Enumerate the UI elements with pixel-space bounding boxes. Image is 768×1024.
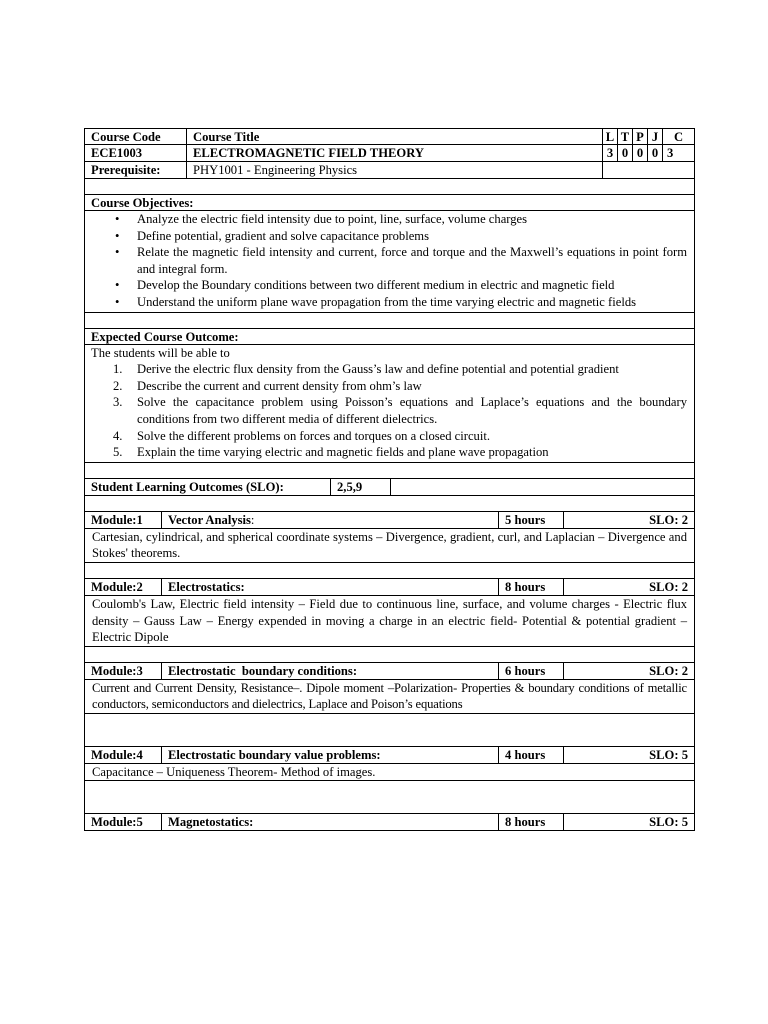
outcome-number: 3. <box>113 395 123 410</box>
credit-label-c: C <box>662 129 694 144</box>
module-slo: SLO: 5 <box>563 814 694 830</box>
course-row <box>84 145 695 162</box>
outcome-item <box>113 378 687 395</box>
module-content: Capacitance – Uniqueness Theorem- Method of images. <box>84 764 695 782</box>
module-number: Module:4 <box>91 747 143 762</box>
module-number: Module:1 <box>91 512 143 527</box>
course-code: ECE1003 <box>91 146 143 160</box>
module-title <box>161 512 498 528</box>
outcome-number: 5. <box>113 445 123 460</box>
outcomes-body <box>84 345 695 463</box>
spacer-row <box>84 313 695 329</box>
slo-blank <box>390 479 694 495</box>
slo-value: 2,5,9 <box>330 479 390 495</box>
module-header-row <box>84 814 695 831</box>
module-content: Cartesian, cylindrical, and spherical coordinate systems – Divergence, gradient, curl, and Laplacian – Divergence and Stokes' theorems. <box>84 529 695 563</box>
spacer-row <box>84 179 695 195</box>
module-hours: 8 hours <box>498 579 563 595</box>
spacer-row <box>84 647 695 663</box>
module-title: Electrostatic boundary conditions: <box>161 663 498 679</box>
prerequisite-value: PHY1001 - Engineering Physics <box>186 162 602 178</box>
outcome-number: 2. <box>113 378 123 393</box>
outcome-item <box>113 428 687 445</box>
objective-item: • Understand the uniform plane wave propagation from the time varying electric and magnetic fields <box>137 294 687 311</box>
credit-label-p: P <box>632 129 647 144</box>
objective-item: • Analyze the electric field intensity due to point, line, surface, volume charges <box>137 211 687 228</box>
module-slo: SLO: 2 <box>563 663 694 679</box>
spacer-row <box>84 563 695 579</box>
module-hours: 4 hours <box>498 747 563 763</box>
module-content: Current and Current Density, Resistance–. Dipole moment –Polarization- Properties & boundary conditions of metallic conductors, semiconductors and dielectrics, Laplace and Poison’s equations <box>84 680 695 714</box>
outcomes-heading: Expected Course Outcome: <box>84 329 695 345</box>
module-header-row <box>84 579 695 596</box>
credit-value-t: 0 <box>617 145 632 161</box>
course-code-label: Course Code <box>91 130 161 144</box>
outcome-number: 1. <box>113 362 123 377</box>
module-title: Electrostatic boundary value problems: <box>161 747 498 763</box>
objectives-heading: Course Objectives: <box>84 195 695 211</box>
credit-value-c: 3 <box>662 145 694 161</box>
module-number: Module:3 <box>91 663 143 678</box>
objective-item: • Define potential, gradient and solve capacitance problems <box>137 228 687 245</box>
spacer-row <box>84 781 695 814</box>
slo-row <box>84 479 695 496</box>
outcome-text: Explain the time varying electric and magnetic fields and plane wave propagation <box>137 445 549 460</box>
outcomes-intro: The students will be able to <box>91 345 230 360</box>
module-slo: SLO: 2 <box>563 512 694 528</box>
outcome-text: Derive the electric flux density from the Gauss’s law and define potential and potential gradient <box>137 362 619 377</box>
outcome-item <box>113 394 687 427</box>
credit-label-l: L <box>602 129 617 144</box>
credit-value-p: 0 <box>632 145 647 161</box>
credit-value-j: 0 <box>647 145 662 161</box>
prerequisite-row <box>84 162 695 179</box>
module-number: Module:5 <box>91 815 143 830</box>
module-title-text: Vector Analysis <box>168 512 251 527</box>
outcome-item <box>113 444 687 461</box>
spacer-row <box>84 463 695 479</box>
course-title: ELECTROMAGNETIC FIELD THEORY <box>186 145 602 161</box>
module-header-row <box>84 747 695 764</box>
objective-item: • Develop the Boundary conditions between two different medium in electric and magnetic field <box>137 277 687 294</box>
module-hours: 6 hours <box>498 663 563 679</box>
credit-value-l: 3 <box>602 145 617 161</box>
spacer-row <box>84 714 695 747</box>
outcome-number: 4. <box>113 428 123 443</box>
module-title-suffix: : <box>250 512 255 527</box>
module-number: Module:2 <box>91 579 143 594</box>
outcome-text: Solve the different problems on forces and torques on a closed circuit. <box>137 428 490 443</box>
prerequisite-blank <box>602 162 694 178</box>
objective-item: • Relate the magnetic field intensity and current, force and torque and the Maxwell’s equations in point form and integral form. <box>137 244 687 277</box>
module-content: Coulomb's Law, Electric field intensity – Field due to continuous line, surface, and volume charges - Electric flux density – Gauss Law – Energy expended in moving a charge in an electric field- Potential & potential gradient – Electric Dipole <box>84 596 695 647</box>
credit-label-j: J <box>647 129 662 144</box>
objectives-body <box>84 211 695 313</box>
module-hours: 8 hours <box>498 814 563 830</box>
module-title: Electrostatics: <box>161 579 498 595</box>
module-slo: SLO: 2 <box>563 579 694 595</box>
course-title-label: Course Title <box>186 129 602 144</box>
course-syllabus-table <box>84 128 695 831</box>
spacer-row <box>84 496 695 512</box>
outcome-text: Describe the current and current density from ohm’s law <box>137 378 422 393</box>
module-title: Magnetostatics: <box>161 814 498 830</box>
module-header-row <box>84 663 695 680</box>
module-slo: SLO: 5 <box>563 747 694 763</box>
slo-label: Student Learning Outcomes (SLO): <box>91 479 284 494</box>
module-header-row <box>84 512 695 529</box>
module-hours: 5 hours <box>498 512 563 528</box>
credit-label-t: T <box>617 129 632 144</box>
outcome-text: Solve the capacitance problem using Poisson’s equations and Laplace’s equations and the boundary conditions from two different media of different dielectrics. <box>137 395 687 426</box>
header-row <box>84 128 695 145</box>
prerequisite-label: Prerequisite: <box>91 163 161 177</box>
outcome-item <box>113 361 687 378</box>
